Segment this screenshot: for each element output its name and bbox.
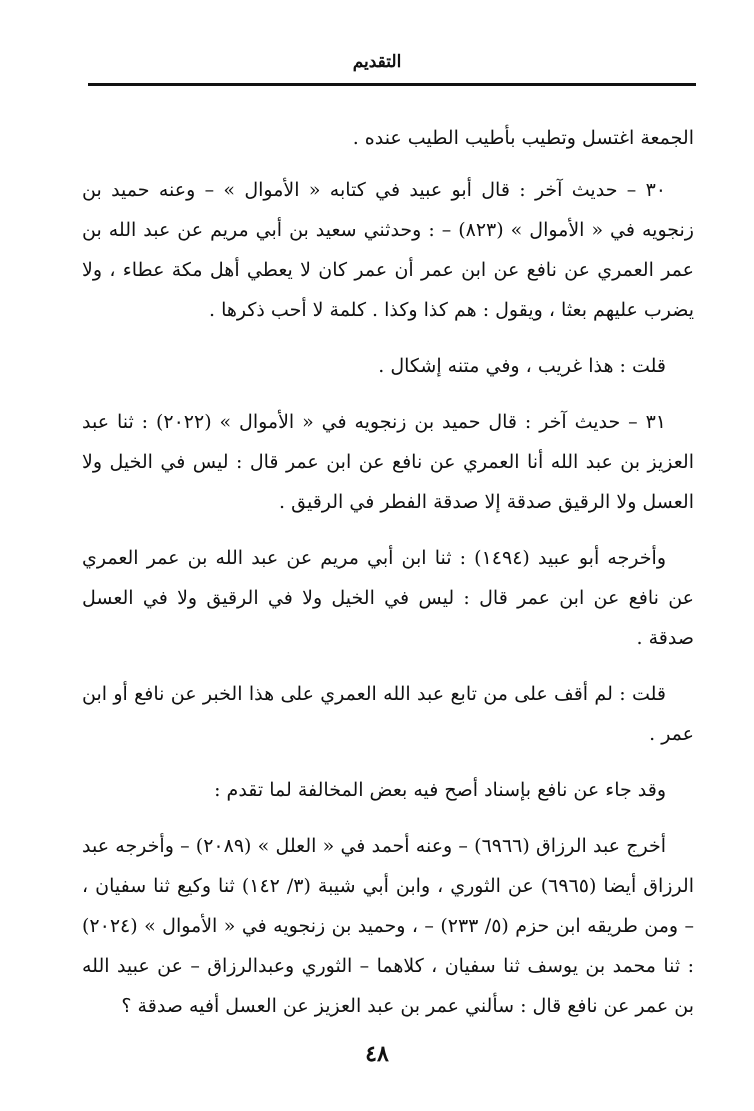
paragraph-abu-ubaid: وأخرجه أبو عبيد (١٤٩٤) : ثنا ابن أبي مريم عن عبد الله بن عمر العمري عن نافع عن ابن عمر قال : ليس في الخيل ولا في الرقيق ولا في العسل صدقة .: [82, 547, 694, 649]
paragraph-abdulrazzaq: أخرج عبد الرزاق (٦٩٦٦) – وعنه أحمد في « العلل » (٢٠٨٩) – وأخرجه عبد الرزاق أيضا (٦٩٦٥) عن الثوري ، وابن أبي شيبة (٣/ ١٤٢) ثنا وكيع ثنا سفيان ، – ومن طريقه ابن حزم (٥/ ٢٣٣) – ، وحميد بن زنجويه في « الأموال » (٢٠٢٤) : ثنا محمد بن يوسف ثنا سفيان ، كلاهما – الثوري وعبدالرزاق – عن عبيد الله بن عمر عن نافع قال : سألني عمر بن عبد العزيز عن العسل أفيه صدقة ؟: [82, 835, 695, 1017]
paragraph-continuation: الجمعة اغتسل وتطيب بأطيب الطيب عنده .: [352, 127, 694, 149]
paragraph-hadith-30: ٣٠ – حديث آخر : قال أبو عبيد في كتابه « الأموال » – وعنه حميد بن زنجويه في « الأموال » (٨٢٣) – : وحدثني سعيد بن أبي مريم عن عبد الله بن عمر العمري عن نافع عن ابن عمر أن عمر كان لا يعطي أهل مكة عطاء ، ولا يضرب عليهم بعثا ، ويقول : هم كذا وكذا . كلمة لا أحب ذكرها .: [82, 179, 694, 321]
paragraph-intro: وقد جاء عن نافع بإسناد أصح فيه بعض المخالفة لما تقدم :: [214, 779, 666, 801]
header-rule: [88, 83, 696, 86]
paragraph-comment-2: قلت : لم أقف على من تابع عبد الله العمري على هذا الخبر عن نافع أو ابن عمر .: [82, 683, 694, 745]
paragraph-hadith-31: ٣١ – حديث آخر : قال حميد بن زنجويه في « الأموال » (٢٠٢٢) : ثنا عبد العزيز بن عبد الله أنا العمري عن نافع عن ابن عمر قال : ليس في الخيل ولا العسل ولا الرقيق صدقة إلا صدقة الفطر في الرقيق .: [82, 411, 694, 513]
page-body: [82, 118, 694, 1042]
paragraph-comment-1: قلت : هذا غريب ، وفي متنه إشكال .: [378, 355, 666, 377]
running-header-title: التقديم: [352, 52, 402, 72]
page-number: ٤٨: [365, 1041, 389, 1067]
